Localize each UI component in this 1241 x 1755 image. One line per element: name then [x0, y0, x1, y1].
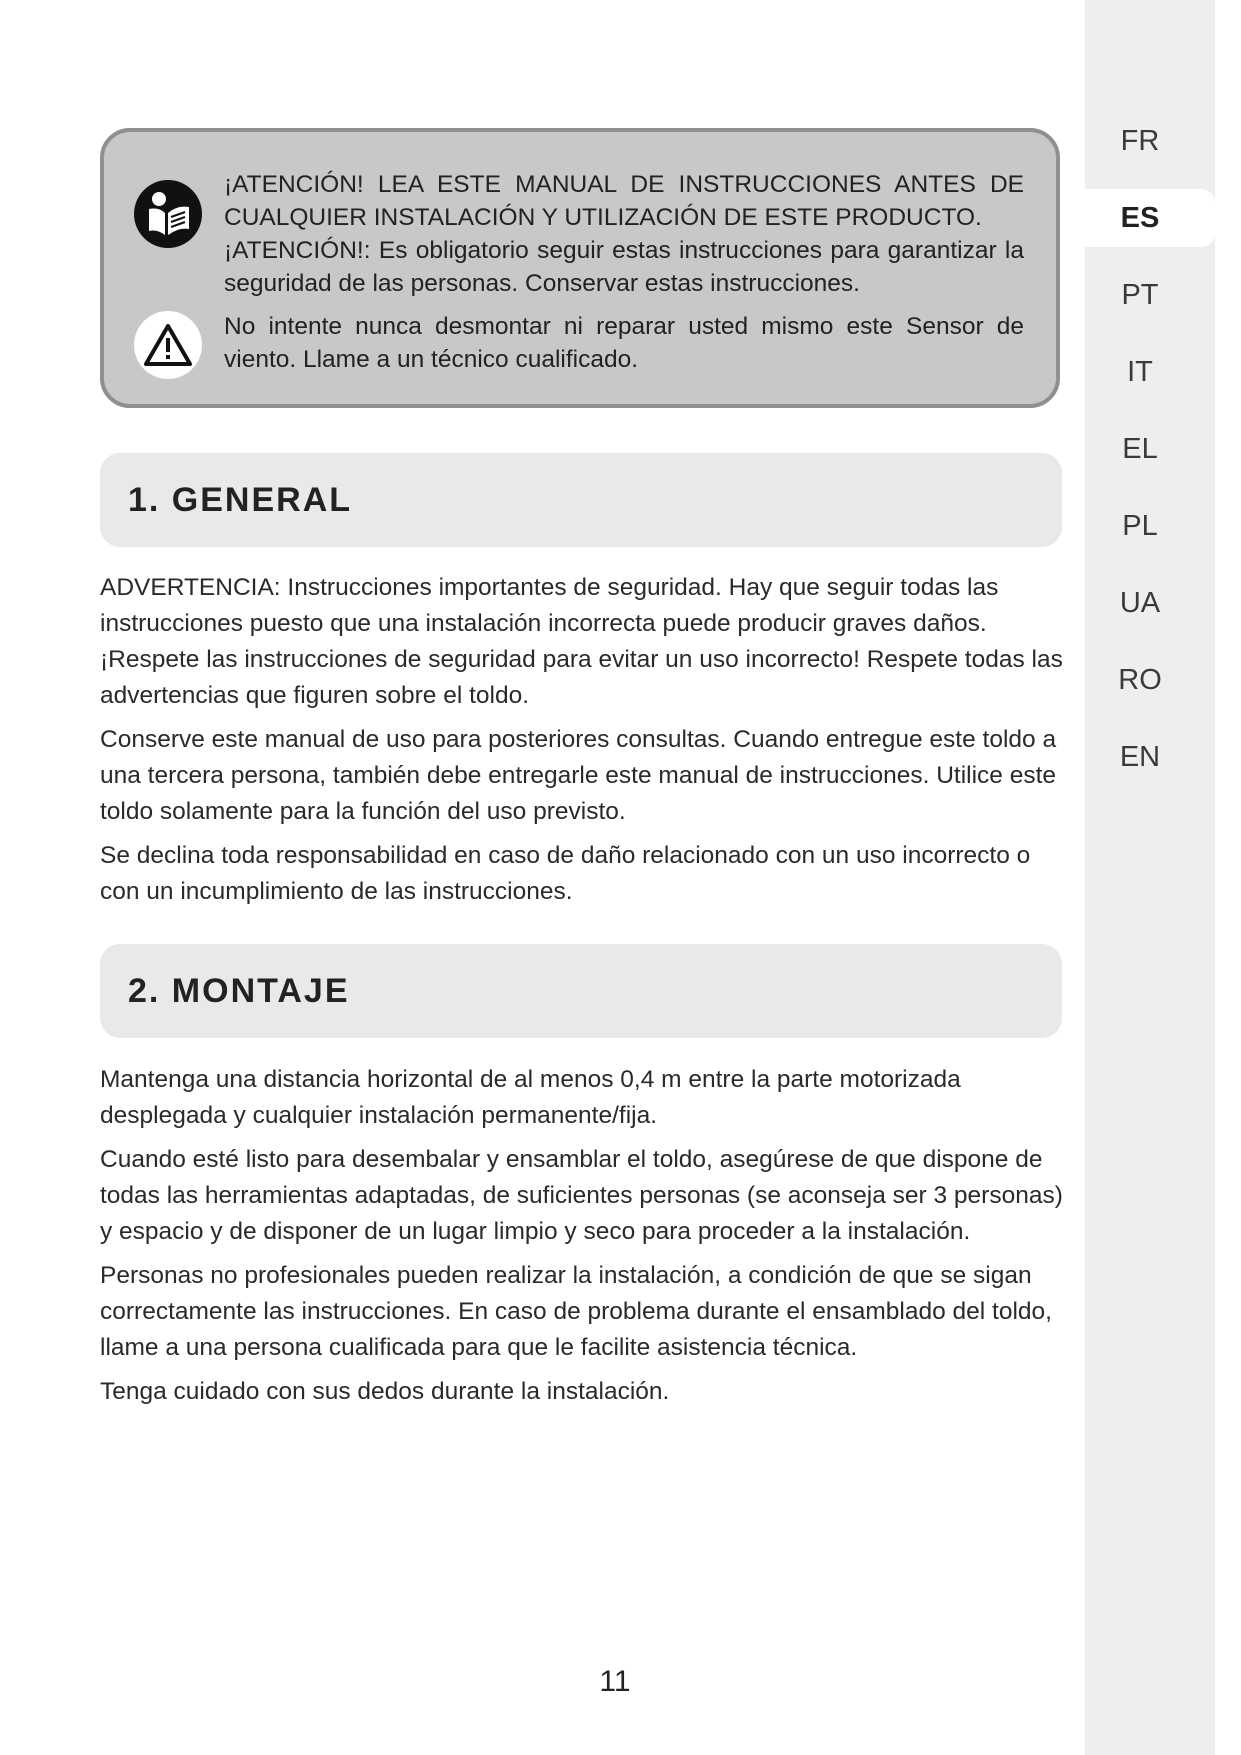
warning-box [100, 128, 1060, 408]
warning-line-2: ¡ATENCIÓN!: Es obligatorio seguir estas instrucciones para garantizar la seguridad de las personas. Conservar estas instrucciones. [224, 237, 1024, 297]
paragraph: Mantenga una distancia horizontal de al menos 0,4 m entre la parte motorizada desplegada y cualquier instalación permanente/fija. [100, 1066, 961, 1129]
warning-line-3: No intente nunca desmontar ni reparar usted mismo este Sensor de viento. Llame a un técnico cualificado. [224, 313, 1024, 373]
paragraph: Se declina toda responsabilidad en caso de daño relacionado con un uso incorrecto o con un incumplimiento de las instrucciones. [100, 842, 1031, 905]
paragraph: ADVERTENCIA: Instrucciones importantes de seguridad. Hay que seguir todas las instrucciones puesto que una instalación incorrecta puede producir graves daños. ¡Respete las instrucciones de seguridad para evitar un uso incorrecto! Respete todas las advertencias que figuren sobre el toldo. [100, 574, 1063, 709]
warning-triangle-icon [134, 311, 202, 379]
lang-tab-pt[interactable]: PT [1121, 279, 1159, 311]
warning-text-repair [224, 310, 1024, 376]
read-manual-icon [134, 180, 202, 248]
section-body-general [100, 570, 1065, 918]
language-sidebar [1085, 0, 1215, 1755]
section-body-montaje [100, 1062, 1065, 1418]
lang-tab-ua[interactable]: UA [1119, 587, 1161, 619]
section-header-general [100, 453, 1062, 547]
section-title: 2. MONTAJE [128, 972, 350, 1010]
warning-line-1: ¡ATENCIÓN! LEA ESTE MANUAL DE INSTRUCCIONES ANTES DE CUALQUIER INSTALACIÓN Y UTILIZACIÓN DE ESTE PRODUCTO. [224, 171, 1024, 231]
lang-tab-ro[interactable]: RO [1118, 664, 1162, 696]
paragraph: Tenga cuidado con sus dedos durante la instalación. [100, 1378, 670, 1405]
paragraph: Cuando esté listo para desembalar y ensamblar el toldo, asegúrese de que dispone de todas las herramientas adaptadas, de suficientes personas (se aconseja ser 3 personas) y espacio y de disponer de un lugar limpio y seco para proceder a la instalación. [100, 1146, 1063, 1245]
section-header-montaje [100, 944, 1062, 1038]
paragraph: Conserve este manual de uso para posteriores consultas. Cuando entregue este toldo a una tercera persona, también debe entregarle este manual de instrucciones. Utilice este toldo solamente para la función del uso previsto. [100, 726, 1057, 825]
warning-text-block [224, 168, 1024, 300]
lang-tab-pl[interactable]: PL [1122, 510, 1158, 542]
lang-tab-es[interactable]: ES [1085, 189, 1215, 247]
lang-tab-el[interactable]: EL [1122, 433, 1158, 465]
lang-tab-it[interactable]: IT [1127, 356, 1153, 388]
lang-tab-en[interactable]: EN [1119, 741, 1161, 773]
lang-tab-fr[interactable]: FR [1120, 125, 1160, 157]
paragraph: Personas no profesionales pueden realizar la instalación, a condición de que se sigan correctamente las instrucciones. En caso de problema durante el ensamblado del toldo, llame a una persona cualificada para que le facilite asistencia técnica. [100, 1262, 1052, 1361]
page-number: 11 [599, 1665, 631, 1698]
section-title: 1. GENERAL [128, 481, 353, 519]
